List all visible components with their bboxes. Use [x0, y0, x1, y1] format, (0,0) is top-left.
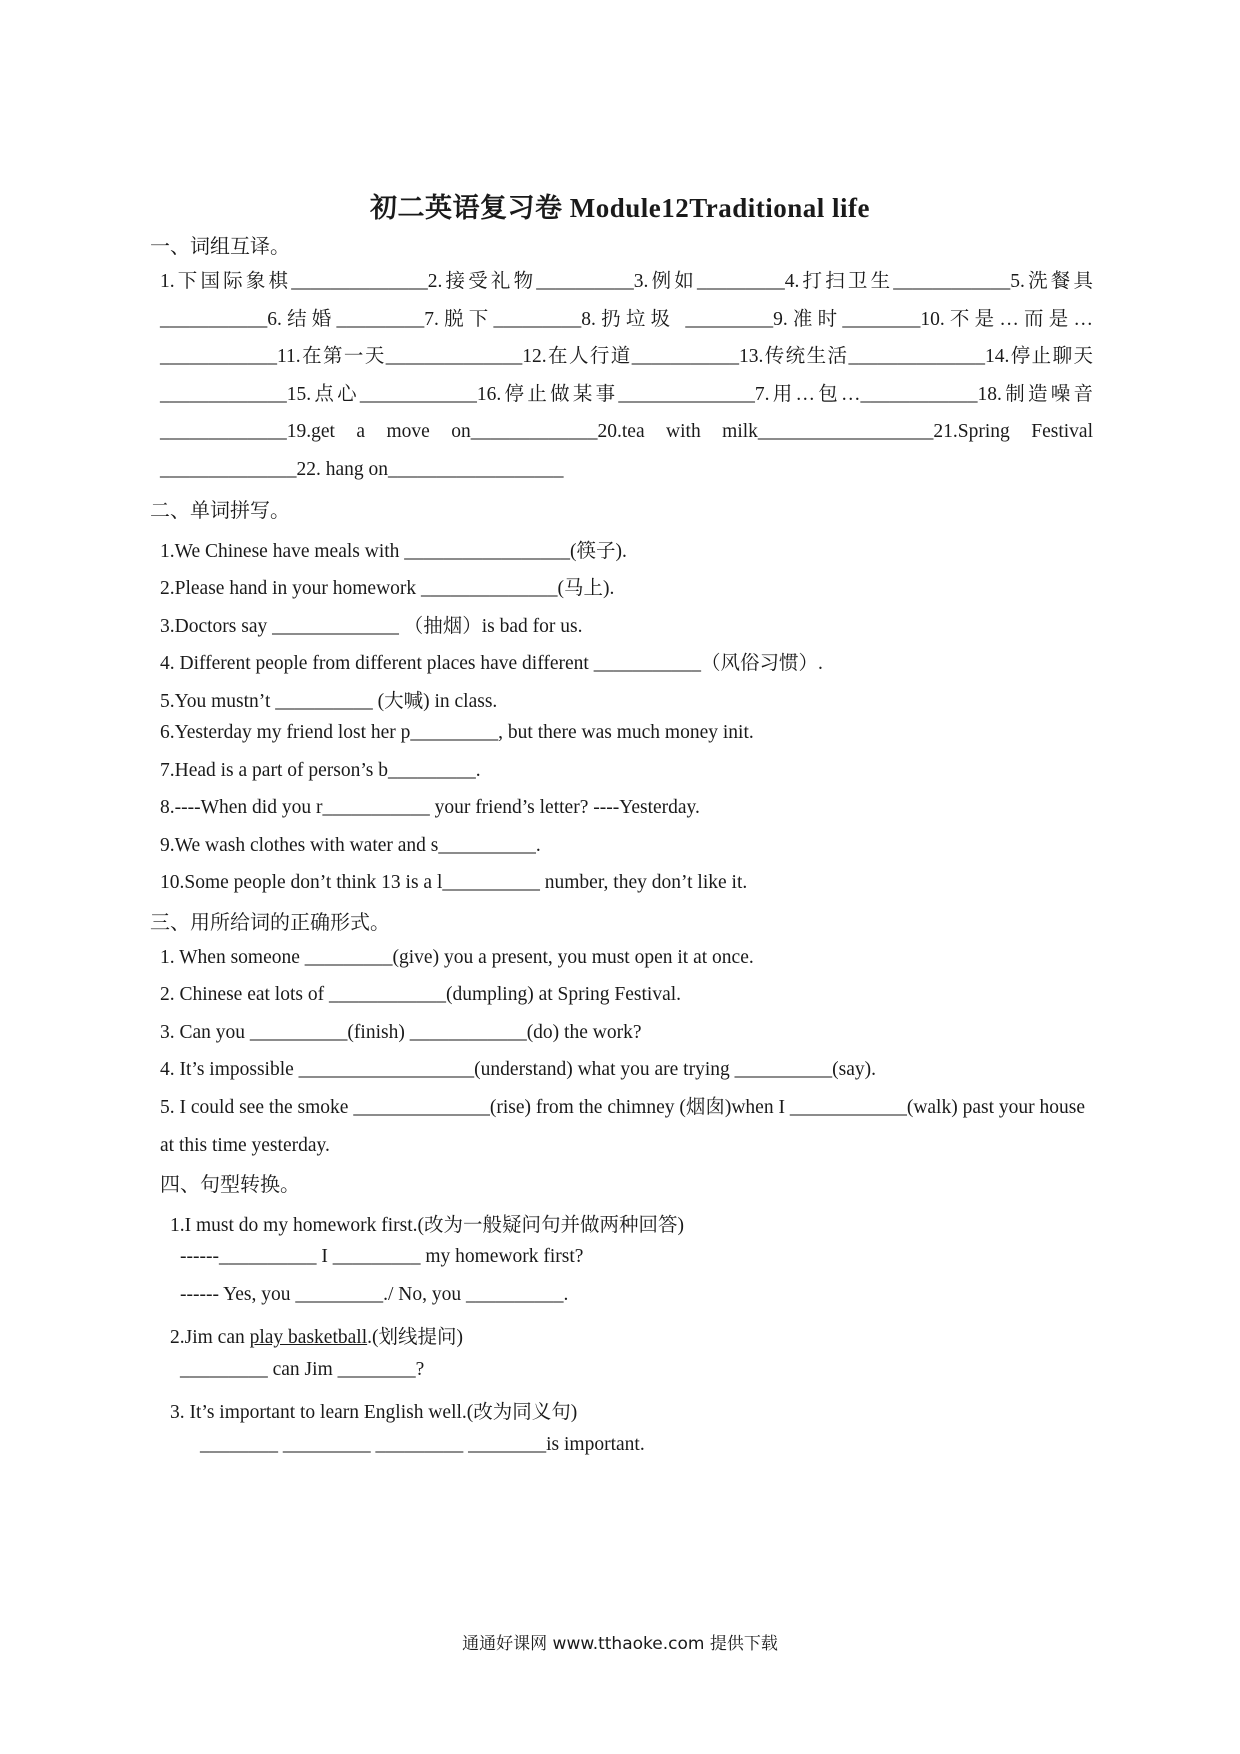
spelling-item: 4. Different people from different places have different ___________（风俗习惯）. — [160, 653, 823, 674]
underlined-phrase: play basketball — [249, 1327, 368, 1348]
verb-form-item: 2. Chinese eat lots of ____________(dumpling) at Spring Festival. — [160, 984, 682, 1005]
spelling-item: 7.Head is a part of person’s b_________. — [160, 760, 481, 781]
section-3-heading: 三、用所给词的正确形式。 — [150, 912, 390, 934]
spelling-item: 3.Doctors say _____________ （抽烟）is bad for us. — [160, 616, 583, 637]
transform-question-1: 1.I must do my homework first.(改为一般疑问句并做两种回答) — [170, 1215, 685, 1236]
question-2-suffix: .(划线提问) — [367, 1327, 463, 1348]
section-4-heading: 四、句型转换。 — [160, 1174, 300, 1196]
section-1-phrases: 1.下国际象棋______________2.接受礼物__________3.例如_________4.打扫卫生____________5.洗餐具___________6.结婚_________7.脱下_________8.扔垃圾 _________9.准时________10.不是…而是…____________11.在第一天______________12.在人行道___________13.传统生活______________14.停止聊天_____________15.点心____________16.停止做某事______________7.用…包…____________18.制造噪音_____________19.get a move on_____________20.tea with milk__________________21.Spring Festival ______________22. hang on__________________ — [160, 271, 1093, 480]
spelling-item: 8.----When did you r___________ your friend’s letter? ----Yesterday. — [160, 797, 700, 818]
spelling-item: 10.Some people don’t think 13 is a l__________ number, they don’t like it. — [160, 872, 748, 893]
transform-question-3: 3. It’s important to learn English well.(改为同义句) — [170, 1402, 578, 1423]
spelling-item: 6.Yesterday my friend lost her p_________, but there was much money init. — [160, 722, 754, 743]
section-1-heading: 一、词组互译。 — [150, 236, 290, 258]
spelling-item: 2.Please hand in your homework ______________(马上). — [160, 578, 615, 599]
verb-form-item: 4. It’s impossible __________________(understand) what you are trying __________(say). — [160, 1059, 876, 1080]
transform-answer-line: ------ Yes, you _________./ No, you __________. — [180, 1284, 569, 1305]
transform-answer-line: ------__________ I _________ my homework first? — [180, 1246, 584, 1267]
footer-source: 通通好课网 www.tthaoke.com 提供下载 — [462, 1634, 778, 1654]
spelling-item: 5.You mustn’t __________ (大喊) in class. — [160, 691, 498, 712]
verb-form-item-5: 5. I could see the smoke ______________(rise) from the chimney (烟囱)when I ____________(walk) past your house at this time yesterday. — [160, 1097, 1085, 1156]
transform-question-2 — [170, 1321, 463, 1349]
section-2-heading: 二、单词拼写。 — [150, 500, 290, 522]
transform-answer-line: ________ _________ _________ ________is important. — [200, 1434, 645, 1455]
transform-answer-line: _________ can Jim ________? — [180, 1359, 425, 1380]
page-title: 初二英语复习卷 Module12Traditional life — [370, 193, 870, 223]
question-2-prefix: 2.Jim can — [170, 1327, 250, 1348]
verb-form-item: 3. Can you __________(finish) ____________(do) the work? — [160, 1022, 642, 1043]
spelling-item: 9.We wash clothes with water and s__________. — [160, 835, 541, 856]
spelling-item: 1.We Chinese have meals with _________________(筷子). — [160, 541, 627, 562]
verb-form-item: 1. When someone _________(give) you a present, you must open it at once. — [160, 947, 754, 968]
